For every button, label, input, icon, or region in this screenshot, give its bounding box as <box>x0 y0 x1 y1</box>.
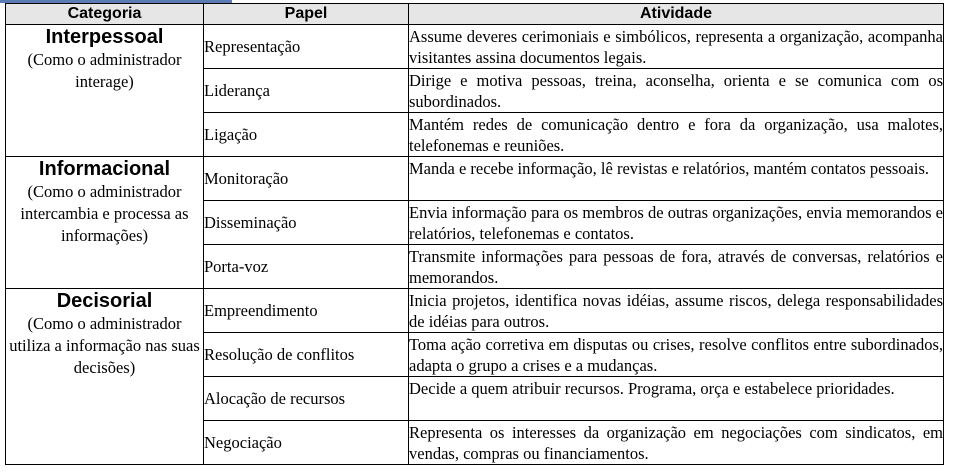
activity-cell: Manda e recebe informação, lê revistas e relatórios, mantém contatos pessoais. <box>409 157 944 201</box>
activity-cell: Toma ação corretiva em disputas ou crises, resolve conflitos entre subordinados, adapta o grupo a crises e a mudanças. <box>409 333 944 377</box>
role-cell: Porta-voz <box>204 245 409 289</box>
header-papel: Papel <box>204 4 409 25</box>
manager-roles-table <box>5 3 944 465</box>
activity-cell: Inicia projetos, identifica novas idéias, assume riscos, delega responsabilidades de idéias para outros. <box>409 289 944 333</box>
table-header-row <box>6 4 944 25</box>
role-cell: Resolução de conflitos <box>204 333 409 377</box>
role-cell: Disseminação <box>204 201 409 245</box>
category-name: Decisorial <box>56 290 153 312</box>
role-cell: Monitoração <box>204 157 409 201</box>
role-cell: Ligação <box>204 113 409 157</box>
category-cell-informacional <box>6 157 204 289</box>
role-cell: Representação <box>204 25 409 69</box>
table-row <box>6 157 944 201</box>
category-name: Informacional <box>38 158 171 180</box>
role-cell: Empreendimento <box>204 289 409 333</box>
category-description: (Como o administrador intercambia e processa as informações) <box>20 182 189 245</box>
activity-cell: Decide a quem atribuir recursos. Programa, orça e estabelece prioridades. <box>409 377 944 421</box>
category-cell-interpessoal <box>6 25 204 157</box>
activity-cell: Envia informação para os membros de outras organizações, envia memorandos e relatórios, telefonemas e contatos. <box>409 201 944 245</box>
category-description: (Como o administrador interage) <box>27 50 182 91</box>
role-cell: Negociação <box>204 421 409 465</box>
category-name: Interpessoal <box>45 26 164 48</box>
activity-cell: Mantém redes de comunicação dentro e fora da organização, usa malotes, telefonemas e reuniões. <box>409 113 944 157</box>
header-atividade: Atividade <box>409 4 944 25</box>
activity-cell: Representa os interesses da organização em negociações com sindicatos, em vendas, compras ou financiamentos. <box>409 421 944 465</box>
header-categoria: Categoria <box>6 4 204 25</box>
activity-cell: Assume deveres cerimoniais e simbólicos, representa a organização, acompanha visitantes assina documentos legais. <box>409 25 944 69</box>
role-cell: Alocação de recursos <box>204 377 409 421</box>
table-row <box>6 289 944 333</box>
table-row <box>6 25 944 69</box>
category-cell-decisorial <box>6 289 204 465</box>
activity-cell: Transmite informações para pessoas de fora, através de conversas, relatórios e memorandos. <box>409 245 944 289</box>
category-description: (Como o administrador utiliza a informação nas suas decisões) <box>9 314 200 377</box>
role-cell: Liderança <box>204 69 409 113</box>
activity-cell: Dirige e motiva pessoas, treina, aconselha, orienta e se comunica com os subordinados. <box>409 69 944 113</box>
